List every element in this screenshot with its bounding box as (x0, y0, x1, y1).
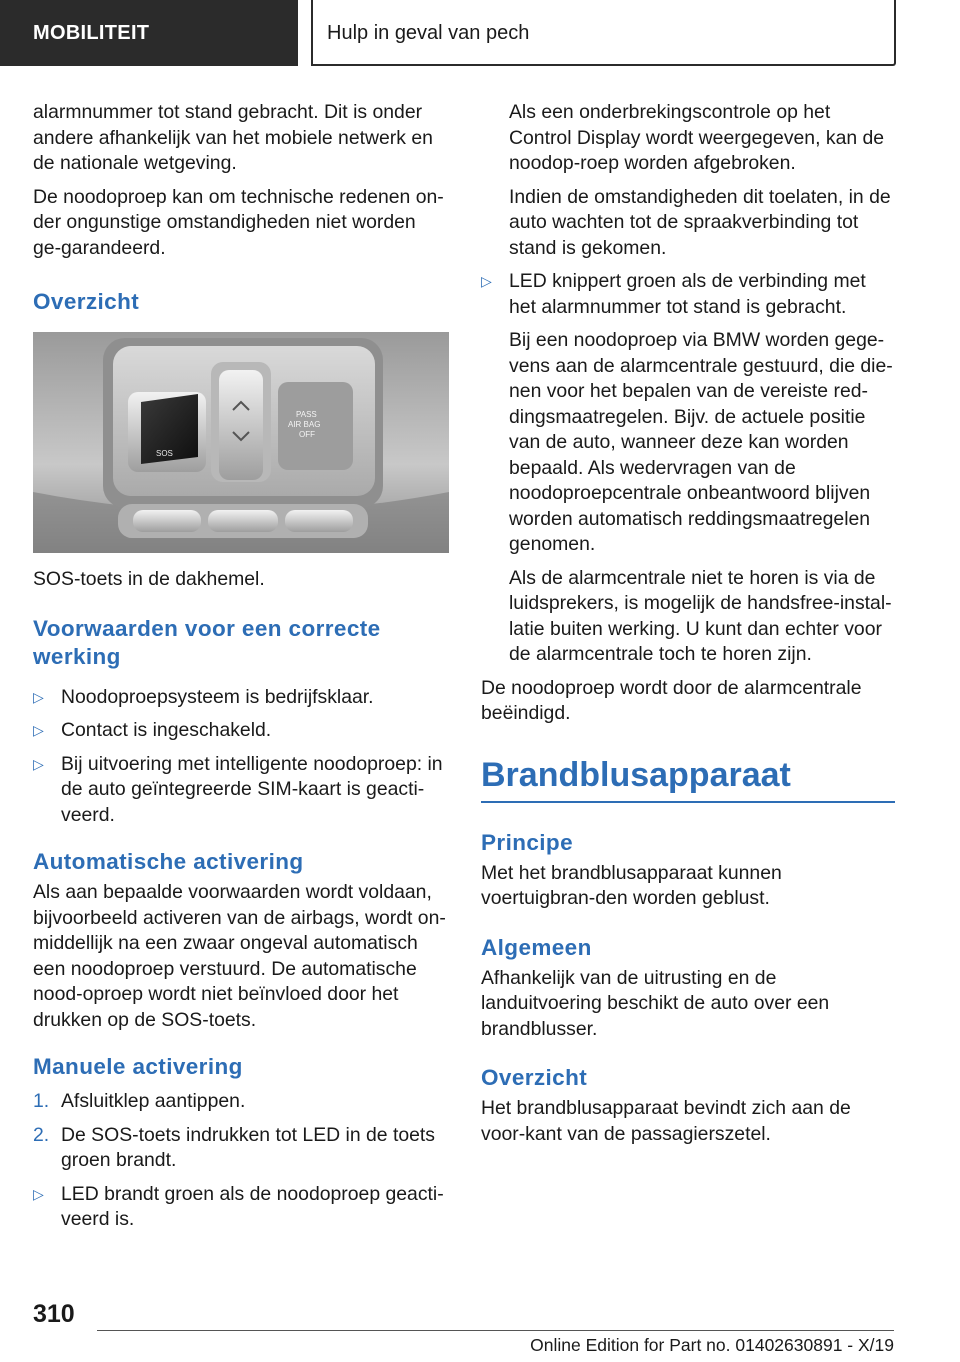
page-number: 310 (33, 1300, 75, 1328)
heading-principe: Principe (481, 829, 573, 855)
step-number: 2. (33, 1123, 50, 1146)
heading-rule (481, 801, 895, 803)
chapter-heading: Brandblusapparaat (481, 755, 791, 794)
reading-light-left (133, 510, 201, 532)
footer-edition: Online Edition for Part no. 01402630891 - X/19 (530, 1335, 894, 1355)
page-header (0, 0, 960, 66)
list-item: ▷ Bij uitvoering met intelligente noodoproep: in de auto geïntegreerde SIM-kaart is geacti‐veerd. (33, 752, 443, 826)
footer-rule (97, 1330, 894, 1331)
headliner-console-illustration (33, 332, 449, 553)
list-item: ▷ Noodoproepsysteem is bedrijfsklaar. (33, 685, 449, 711)
sos-button-photo (33, 332, 449, 553)
paragraph: Als de alarmcentrale niet te horen is via de luidsprekers, is mogelijk de handsfree-instal‐latie buiten werking. U kunt dan echter voor de alarmcentrale toch te horen zijn. (509, 566, 892, 665)
heading-automatische-activering: Automatische activering (33, 849, 304, 874)
list-item: ▷ LED brandt groen als de noodoproep geacti‐veerd is. (33, 1182, 444, 1230)
paragraph: Afhankelijk van de uitrusting en de landuitvoering beschikt de auto over een brandblusser. (481, 966, 830, 1040)
figure-caption: SOS-toets in de dakhemel. (33, 568, 265, 590)
heading-overzicht-brandblus: Overzicht (481, 1065, 588, 1090)
triangle-bullet-icon: ▷ (33, 1185, 44, 1202)
roof-rocker-switch (219, 370, 263, 480)
right-column (481, 100, 897, 1147)
paragraph: Het brandblusapparaat bevindt zich aan de voor‐kant van de passagierszetel. (481, 1097, 851, 1145)
sos-label: SOS (156, 449, 173, 458)
list-item: ▷ Contact is ingeschakeld. (33, 718, 449, 744)
paragraph: De noodoproep wordt door de alarmcentrale beëindigd. (481, 676, 862, 724)
paragraph: Indien de omstandigheden dit toelaten, in de auto wachten tot de spraakverbinding tot stand is gekomen. (509, 185, 891, 259)
paragraph: Als een onderbrekingscontrole op het Control Display wordt weergegeven, kan de noodop‐roep worden afgebroken. (509, 101, 885, 174)
heading-voorwaarden: Voorwaarden voor een correcte werking (33, 615, 381, 669)
step-number: 1. (33, 1090, 50, 1112)
airbag-label: AIR BAG (288, 420, 321, 429)
list-item: ▷ LED knippert groen als de verbinding met het alarmnummer tot stand is gebracht. (481, 270, 866, 318)
step-item: 2. De SOS-toets indrukken tot LED in de toets groen brandt. (33, 1123, 435, 1171)
heading-overzicht: Overzicht (33, 289, 140, 314)
left-column (33, 100, 449, 1233)
step-item: 1. Afsluitklep aantippen. (33, 1089, 449, 1115)
pass-label: PASS (296, 410, 317, 419)
reading-light-right (285, 510, 353, 532)
off-label: OFF (299, 430, 315, 439)
section-tab: MOBILITEIT (0, 0, 298, 66)
triangle-bullet-icon: ▷ (33, 755, 44, 772)
triangle-bullet-icon: ▷ (33, 688, 44, 705)
paragraph: De noodoproep kan om technische redenen on‐der ongunstige omstandigheden niet worden ge‐garandeerd. (33, 185, 444, 259)
triangle-bullet-icon: ▷ (33, 722, 44, 738)
paragraph: Met het brandblusapparaat kunnen voertuigbran‐den worden geblust. (481, 861, 782, 909)
chapter-title: Hulp in geval van pech (311, 0, 896, 66)
interior-light (208, 510, 278, 532)
heading-algemeen: Algemeen (481, 934, 592, 960)
paragraph: Als aan bepaalde voorwaarden wordt voldaan, bijvoorbeeld activeren van de airbags, wordt on‐middellijk na een zwaar ongeval automatisch een noodoproep verstuurd. De automatische nood‐oproep wordt niet beïnvloed door het drukken op de SOS-toets. (33, 881, 446, 1031)
paragraph: alarmnummer tot stand gebracht. Dit is onder andere afhankelijk van het mobiele netwerk en de nationale wetgeving. (33, 101, 433, 174)
paragraph: Bij een noodoproep via BMW worden gege‐vens aan de alarmcentrale gestuurd, die die‐nen voor het bepalen van de vereiste red‐dingsmaatregelen. Bijv. de actuele positie van de auto, wanneer deze kan worden bepaald. Als wedervragen van de noodoproepcentrale onbeantwoord blijven worden automatisch reddingsmaatregelen genomen. (509, 329, 893, 555)
triangle-bullet-icon: ▷ (481, 273, 492, 289)
heading-manuele-activering: Manuele activering (33, 1054, 243, 1079)
